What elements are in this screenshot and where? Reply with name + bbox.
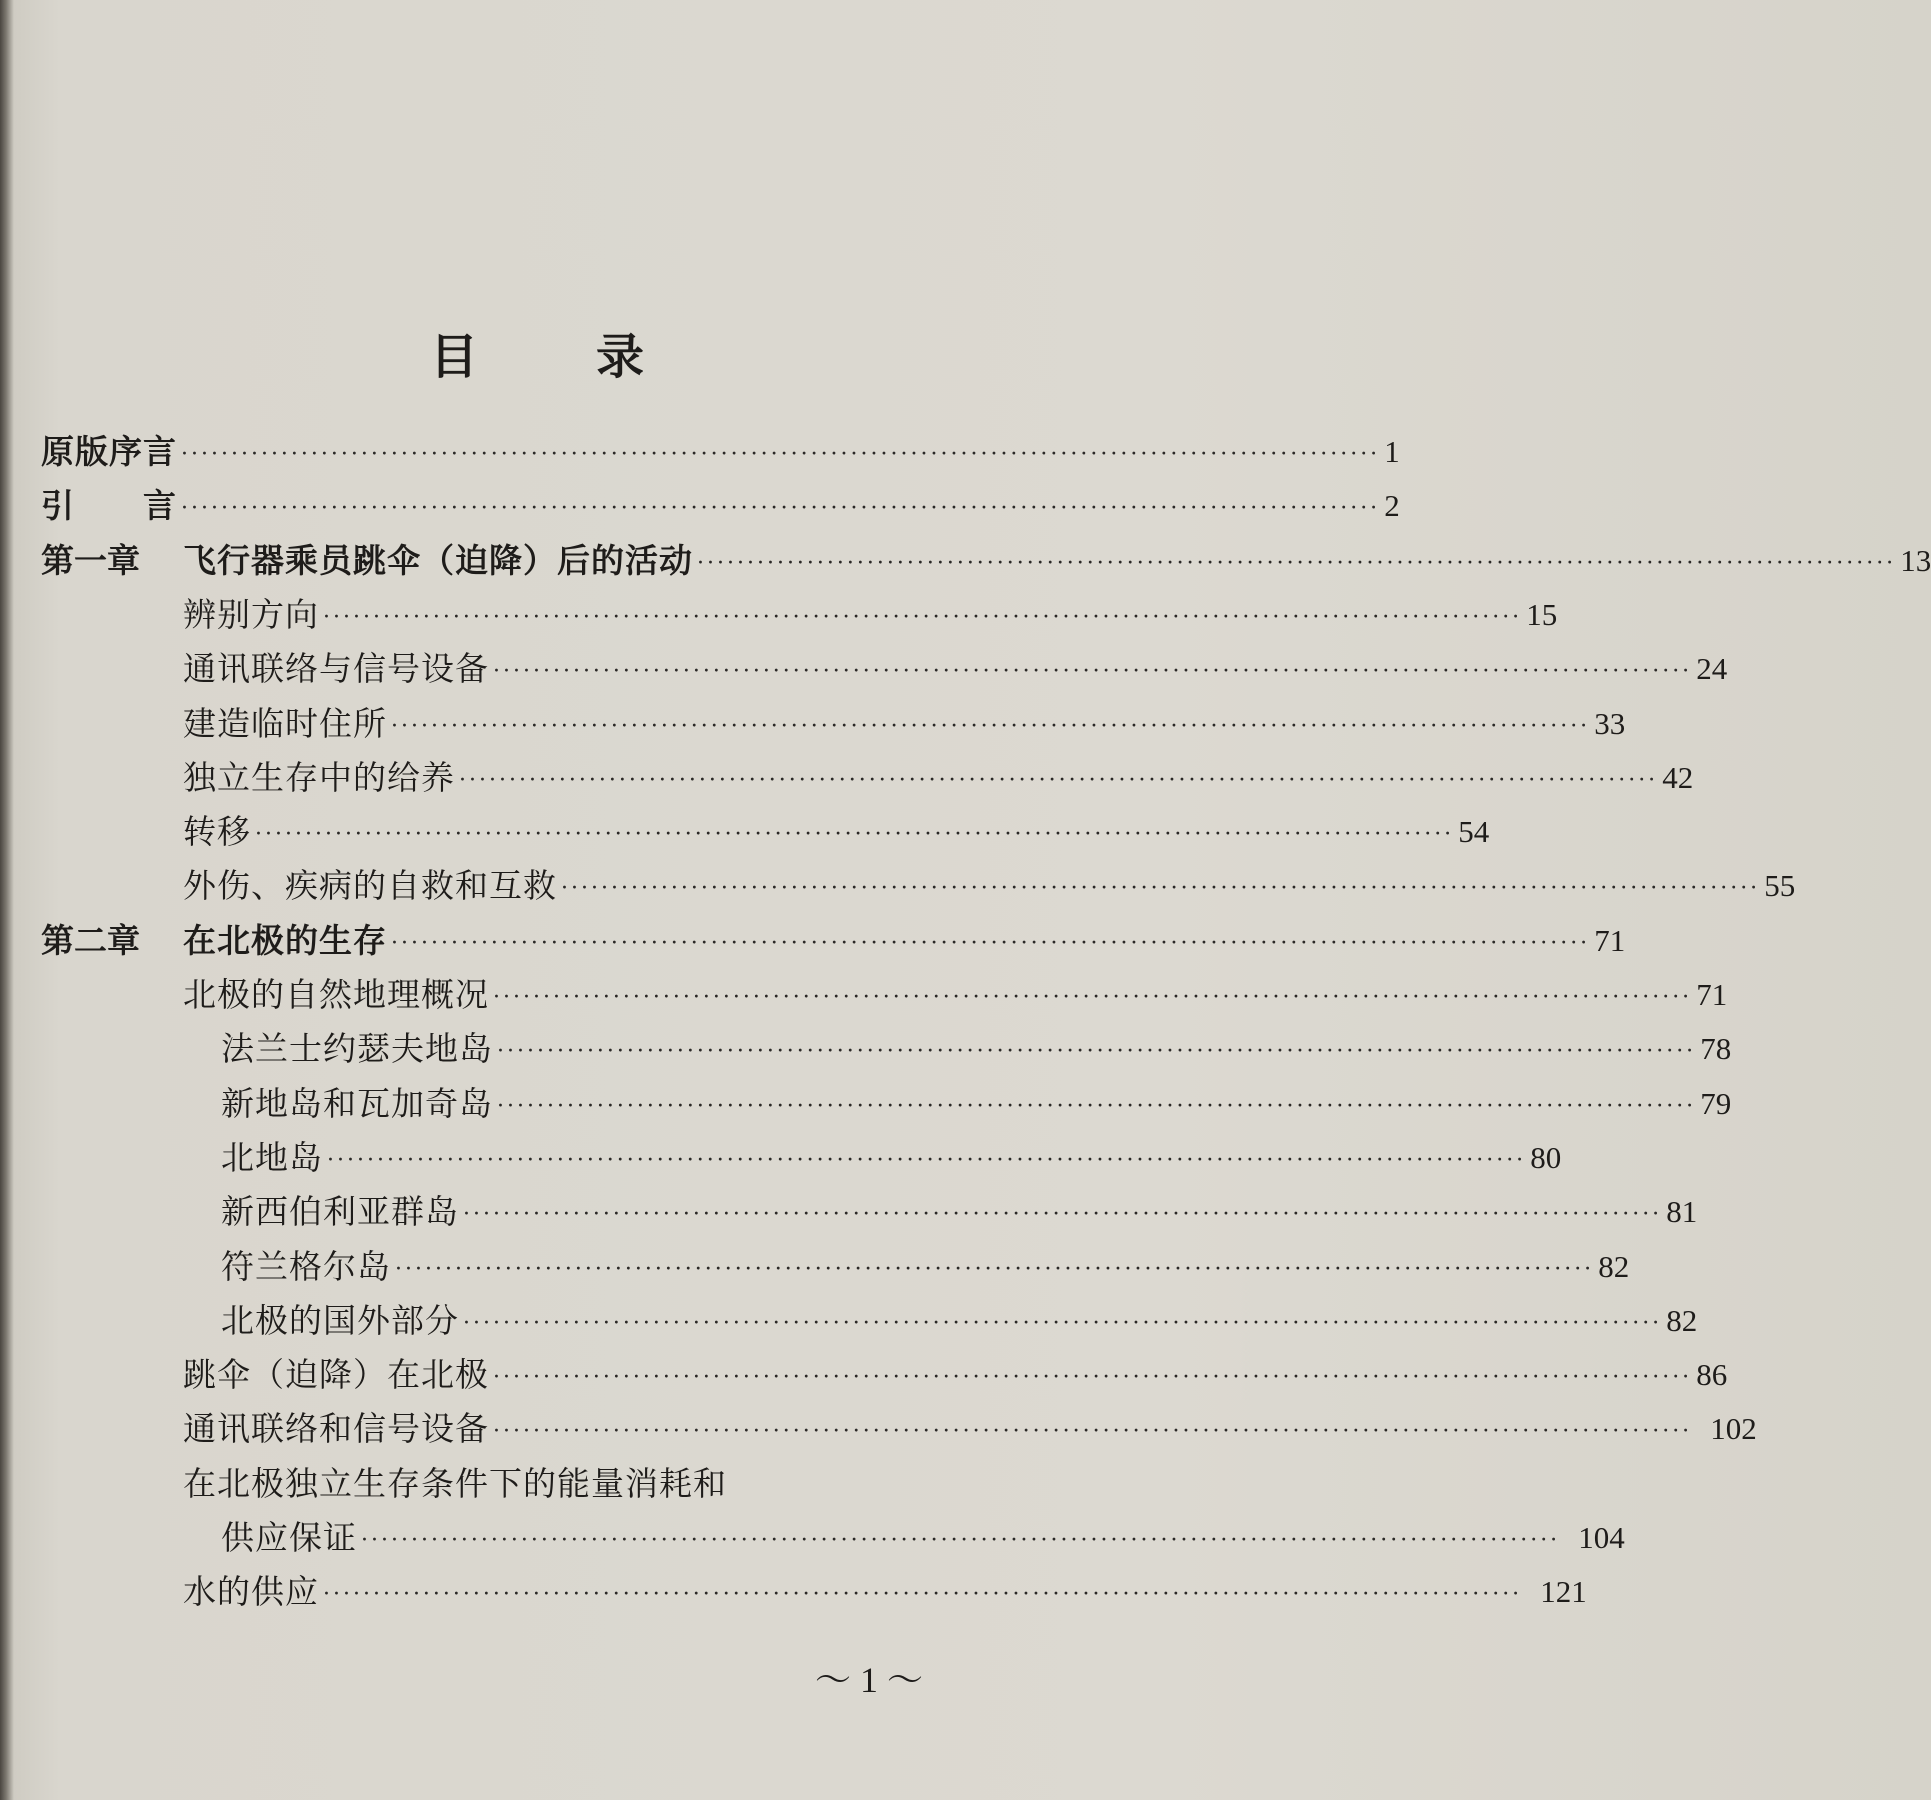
- toc-entry: [41, 1572, 1587, 1612]
- dot-leader: ························································································································: [697, 550, 1897, 576]
- page-number: 82: [1666, 1302, 1698, 1338]
- entry-title: 新西伯利亚群岛: [221, 1192, 459, 1232]
- entry-title: 独立生存中的给养: [183, 757, 455, 797]
- toc-entry: [41, 812, 1490, 852]
- page-number: 86: [1696, 1357, 1728, 1393]
- entry-title: 建造临时住所: [183, 703, 387, 743]
- page-number: 2: [1384, 488, 1400, 524]
- entry-title: 跳伞（迫降）在北极: [183, 1355, 489, 1395]
- entry-title: 法兰士约瑟夫地岛: [221, 1029, 493, 1069]
- toc-entry: [41, 1464, 997, 1504]
- page-number: 102: [1710, 1411, 1757, 1447]
- dot-leader: ························································································································: [391, 930, 1591, 956]
- entry-title: 北地岛: [221, 1137, 323, 1177]
- toc-entry: [41, 1192, 1698, 1232]
- entry-title: 在北极的生存: [183, 920, 387, 960]
- dot-leader: ························································································································: [459, 767, 1659, 793]
- page-number: 54: [1458, 814, 1490, 850]
- dot-leader: ························································································································: [395, 1256, 1595, 1282]
- entry-title: 符兰格尔岛: [221, 1246, 391, 1286]
- page-number: 79: [1700, 1085, 1732, 1121]
- toc-entry: [41, 1355, 1728, 1395]
- toc-entry: [41, 594, 1558, 635]
- entry-title: 外伤、疾病的自救和互救: [183, 866, 557, 906]
- dot-leader: ························································································································: [327, 1147, 1527, 1173]
- page-number: 78: [1700, 1031, 1732, 1067]
- entry-title: 通讯联络与信号设备: [183, 649, 489, 689]
- page-number: ～ 1 ～: [815, 1660, 924, 1700]
- dot-leader: ························································································································: [391, 713, 1591, 739]
- dot-leader: ························································································································: [493, 1365, 1693, 1391]
- page-number: 104: [1578, 1520, 1625, 1555]
- dot-leader: ························································································································: [497, 1093, 1697, 1119]
- chapter-label: 第一章: [41, 540, 140, 580]
- chapter-label: 第二章: [41, 920, 140, 960]
- toc-entry: [41, 866, 1796, 906]
- page-number: 71: [1696, 977, 1728, 1012]
- toc-entry: [41, 486, 1400, 526]
- toc-entry: [41, 757, 1694, 798]
- dot-leader: ························································································································: [463, 1310, 1663, 1336]
- page-number: 13: [1900, 542, 1931, 578]
- entry-title: 北极的自然地理概况: [183, 975, 489, 1014]
- title-char-1: 目: [430, 329, 479, 385]
- dot-leader: ························································································································: [561, 876, 1761, 902]
- page-number: 121: [1540, 1574, 1587, 1610]
- page-number: 24: [1696, 651, 1728, 687]
- entry-title: 在北极独立生存条件下的能量消耗和: [183, 1463, 727, 1503]
- toc-entry: [41, 432, 1400, 472]
- title-char-2: 录: [596, 329, 645, 385]
- entry-title: 新地岛和瓦加奇岛: [221, 1083, 493, 1123]
- page-number: 55: [1764, 868, 1796, 904]
- dot-leader: ························································································································: [493, 659, 1693, 685]
- dot-leader: ························································································································: [181, 442, 1381, 467]
- dot-leader: ························································································································: [493, 985, 1693, 1010]
- dot-leader: ························································································································: [255, 822, 1455, 848]
- entry-title: 北极的国外部分: [221, 1300, 459, 1340]
- dot-leader: ························································································································: [323, 1582, 1523, 1608]
- entry-title: 原版序言: [41, 432, 177, 471]
- toc-entry: [41, 1029, 1732, 1069]
- toc-entry: [41, 920, 1626, 961]
- toc-entry: [41, 1300, 1698, 1341]
- toc-entry: [41, 1083, 1732, 1124]
- dot-leader: ························································································································: [463, 1202, 1663, 1228]
- dot-leader: ························································································································: [323, 604, 1523, 630]
- page-number: 42: [1662, 759, 1694, 795]
- page-number: 33: [1594, 705, 1626, 741]
- page-number: 71: [1594, 922, 1626, 958]
- toc-entry: [41, 703, 1626, 744]
- entry-title: 通讯联络和信号设备: [183, 1409, 489, 1449]
- entry-title: 辨别方向: [183, 594, 319, 634]
- toc-entry: [41, 649, 1728, 689]
- toc-entry: [41, 975, 1728, 1015]
- entry-title: 引 言: [41, 486, 177, 526]
- dot-leader: ························································································································: [497, 1039, 1697, 1065]
- page-title: [0, 318, 1135, 385]
- entry-title: 水的供应: [183, 1572, 319, 1612]
- page-number: 80: [1530, 1139, 1562, 1175]
- toc-entry: [41, 540, 1931, 581]
- dot-leader: ························································································································: [493, 1419, 1693, 1445]
- page-number: 15: [1526, 596, 1558, 632]
- page-number: 81: [1666, 1194, 1698, 1230]
- toc-entry: [41, 1137, 1562, 1178]
- entry-title: 飞行器乘员跳伞（迫降）后的活动: [183, 540, 693, 580]
- page-number: 82: [1598, 1248, 1630, 1284]
- toc-entry: [41, 1246, 1630, 1287]
- toc-entry: [41, 1518, 1625, 1558]
- entry-title: 转移: [183, 812, 251, 852]
- dot-leader: ························································································································: [361, 1528, 1561, 1553]
- entry-title: 供应保证: [221, 1518, 357, 1557]
- toc-entry: [41, 1409, 1757, 1449]
- dot-leader: ························································································································: [181, 496, 1381, 522]
- page-number: 1: [1384, 434, 1400, 469]
